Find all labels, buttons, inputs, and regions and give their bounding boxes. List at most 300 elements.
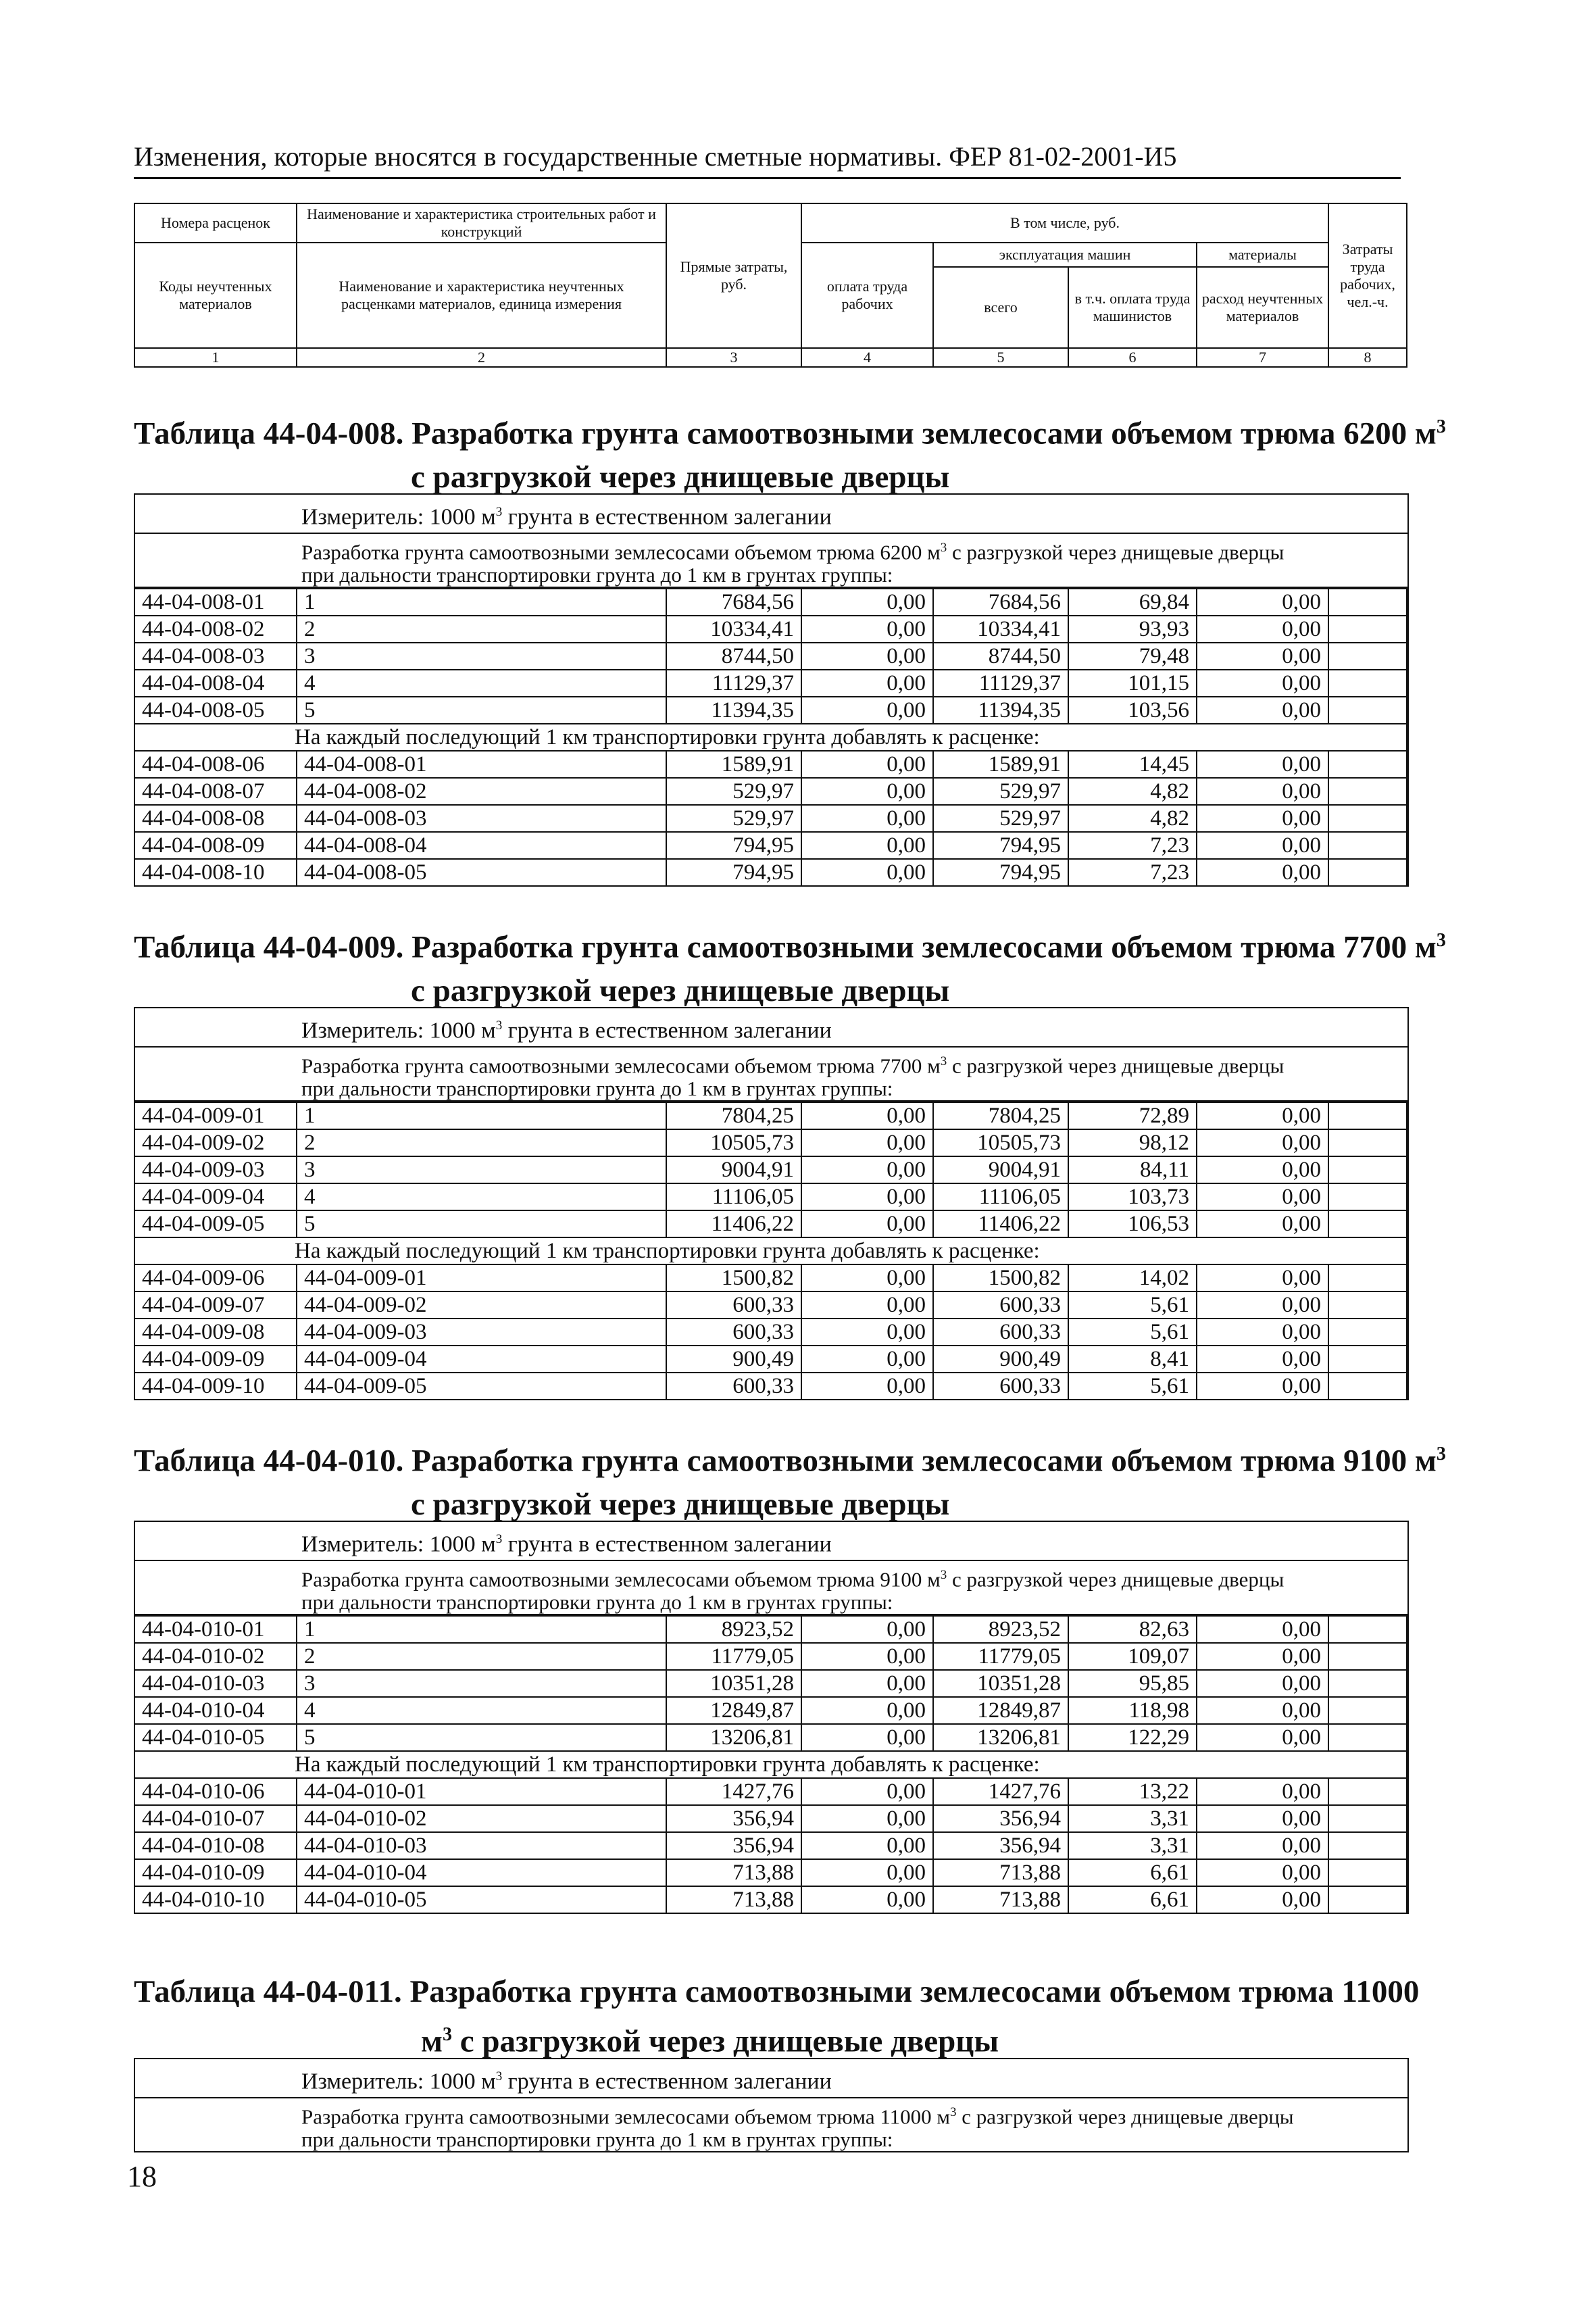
- table-row: [134, 1210, 1407, 1237]
- labor-hours: [1328, 643, 1407, 670]
- rate-name: 2: [297, 616, 666, 643]
- rate-name: 4: [297, 1697, 666, 1724]
- direct-costs: 356,94: [666, 1832, 801, 1859]
- table-row: [134, 1859, 1407, 1886]
- rate-code: 44-04-010-05: [134, 1724, 297, 1751]
- labor-pay: 0,00: [801, 1102, 933, 1129]
- direct-costs: 10505,73: [666, 1129, 801, 1156]
- table-row: [134, 1102, 1407, 1129]
- col3: Прямые затраты, руб.: [666, 203, 801, 348]
- col5: всего: [933, 267, 1068, 348]
- colnum-7: 7: [1197, 348, 1328, 367]
- labor-pay: 0,00: [801, 643, 933, 670]
- direct-costs: 1500,82: [666, 1264, 801, 1291]
- labor-hours: [1328, 778, 1407, 805]
- rate-name: 2: [297, 1129, 666, 1156]
- direct-costs: 7684,56: [666, 589, 801, 616]
- rate-code: 44-04-008-10: [134, 859, 297, 886]
- labor-pay: 0,00: [801, 1886, 933, 1913]
- rate-name: 44-04-009-01: [297, 1264, 666, 1291]
- table-row: [134, 1346, 1407, 1373]
- rate-name: 3: [297, 643, 666, 670]
- labor-hours: [1328, 1373, 1407, 1400]
- machines-total: 713,88: [933, 1859, 1068, 1886]
- machinist-pay: 5,61: [1068, 1291, 1197, 1319]
- rate-name: 44-04-009-04: [297, 1346, 666, 1373]
- rate-name: 44-04-009-05: [297, 1373, 666, 1400]
- labor-hours: [1328, 751, 1407, 778]
- rate-code: 44-04-009-04: [134, 1183, 297, 1210]
- machines-total: 10505,73: [933, 1129, 1068, 1156]
- machines-total: 1500,82: [933, 1264, 1068, 1291]
- description-row: Разработка грунта самоотвозными землесосами объемом трюма 6200 $м^3$ с разгрузкой через днищевые дверцы при дальности транспортировки грунта до 1 км в грунтах группы:: [135, 534, 1407, 588]
- machines-total: 529,97: [933, 778, 1068, 805]
- labor-hours: [1328, 1319, 1407, 1346]
- table-row: [134, 1643, 1407, 1670]
- materials: 0,00: [1197, 1156, 1328, 1183]
- rate-code: 44-04-009-06: [134, 1264, 297, 1291]
- measure-row: Измеритель: 1000 $м^3$ грунта в естественном залегании: [135, 1008, 1407, 1048]
- materials: 0,00: [1197, 1129, 1328, 1156]
- column-header-table: [134, 203, 1407, 368]
- machinist-pay: 4,82: [1068, 778, 1197, 805]
- machinist-pay: 72,89: [1068, 1102, 1197, 1129]
- labor-hours: [1328, 670, 1407, 697]
- machines-total: 713,88: [933, 1886, 1068, 1913]
- labor-pay: 0,00: [801, 616, 933, 643]
- rate-name: 1: [297, 1616, 666, 1643]
- measure-row: Измеритель: 1000 $м^3$ грунта в естественном залегании: [135, 1522, 1407, 1561]
- colnum-3: 3: [666, 348, 801, 367]
- materials: 0,00: [1197, 670, 1328, 697]
- labor-hours: [1328, 1886, 1407, 1913]
- labor-pay: 0,00: [801, 859, 933, 886]
- table-title: Таблица 44-04-010. Разработка грунта самоотвозными землесосами объемом трюма 9100 $м^3$ с разгрузкой через днищевые дверцы: [134, 1443, 1446, 1522]
- machines-total: 7804,25: [933, 1102, 1068, 1129]
- materials: 0,00: [1197, 1102, 1328, 1129]
- table-row: [134, 643, 1407, 670]
- labor-pay: 0,00: [801, 1832, 933, 1859]
- labor-hours: [1328, 1778, 1407, 1805]
- labor-hours: [1328, 1210, 1407, 1237]
- table-row: [134, 1886, 1407, 1913]
- rate-code: 44-04-010-04: [134, 1697, 297, 1724]
- rate-name: 44-04-010-01: [297, 1778, 666, 1805]
- rate-name: 44-04-008-01: [297, 751, 666, 778]
- materials: 0,00: [1197, 1210, 1328, 1237]
- labor-pay: 0,00: [801, 778, 933, 805]
- labor-hours: [1328, 1643, 1407, 1670]
- rate-rows: [134, 588, 1407, 887]
- machines-total: 12849,87: [933, 1697, 1068, 1724]
- materials: 0,00: [1197, 1670, 1328, 1697]
- labor-hours: [1328, 589, 1407, 616]
- labor-hours: [1328, 1129, 1407, 1156]
- labor-hours: [1328, 1291, 1407, 1319]
- machinist-pay: 101,15: [1068, 670, 1197, 697]
- rate-name: 44-04-008-05: [297, 859, 666, 886]
- labor-pay: 0,00: [801, 1643, 933, 1670]
- rate-code: 44-04-010-10: [134, 1886, 297, 1913]
- labor-pay: 0,00: [801, 697, 933, 724]
- table-row: [134, 832, 1407, 859]
- labor-hours: [1328, 1156, 1407, 1183]
- labor-pay: 0,00: [801, 805, 933, 832]
- rate-code: 44-04-008-01: [134, 589, 297, 616]
- rate-name: 4: [297, 1183, 666, 1210]
- machines-total: 11129,37: [933, 670, 1068, 697]
- machines-total: 356,94: [933, 1805, 1068, 1832]
- materials: 0,00: [1197, 1778, 1328, 1805]
- materials: 0,00: [1197, 697, 1328, 724]
- machinist-pay: 7,23: [1068, 832, 1197, 859]
- direct-costs: 794,95: [666, 832, 801, 859]
- labor-pay: 0,00: [801, 1183, 933, 1210]
- labor-hours: [1328, 1724, 1407, 1751]
- materials: 0,00: [1197, 1373, 1328, 1400]
- rate-name: 44-04-010-02: [297, 1805, 666, 1832]
- rate-name: 3: [297, 1670, 666, 1697]
- rate-name: 44-04-008-03: [297, 805, 666, 832]
- labor-pay: 0,00: [801, 1778, 933, 1805]
- rate-name: 44-04-009-02: [297, 1291, 666, 1319]
- materials: 0,00: [1197, 1183, 1328, 1210]
- labor-hours: [1328, 805, 1407, 832]
- rate-code: 44-04-010-03: [134, 1670, 297, 1697]
- table-row: [134, 1264, 1407, 1291]
- labor-pay: 0,00: [801, 589, 933, 616]
- labor-pay: 0,00: [801, 1724, 933, 1751]
- machines-total: 529,97: [933, 805, 1068, 832]
- subheading-row: На каждый последующий 1 км транспортировки грунта добавлять к расценке:: [134, 1237, 1407, 1264]
- col8: Затраты труда рабочих, чел.-ч.: [1328, 203, 1407, 348]
- materials: 0,00: [1197, 616, 1328, 643]
- description-row: Разработка грунта самоотвозными землесосами объемом трюма 9100 $м^3$ с разгрузкой через днищевые дверцы при дальности транспортировки грунта до 1 км в грунтах группы:: [135, 1561, 1407, 1615]
- table-row: [134, 1724, 1407, 1751]
- materials: 0,00: [1197, 643, 1328, 670]
- machines-total: 1589,91: [933, 751, 1068, 778]
- materials: 0,00: [1197, 1697, 1328, 1724]
- machines-total: 7684,56: [933, 589, 1068, 616]
- col2-bottom: Наименование и характеристика неучтенных расценками материалов, единица измерения: [297, 243, 666, 348]
- direct-costs: 600,33: [666, 1291, 801, 1319]
- materials: 0,00: [1197, 1616, 1328, 1643]
- materials: 0,00: [1197, 1886, 1328, 1913]
- labor-pay: 0,00: [801, 1346, 933, 1373]
- direct-costs: 600,33: [666, 1373, 801, 1400]
- materials: 0,00: [1197, 1643, 1328, 1670]
- machines-total: 600,33: [933, 1291, 1068, 1319]
- machinist-pay: 79,48: [1068, 643, 1197, 670]
- labor-hours: [1328, 1670, 1407, 1697]
- rate-name: 4: [297, 670, 666, 697]
- machines-total: 356,94: [933, 1832, 1068, 1859]
- labor-pay: 0,00: [801, 832, 933, 859]
- col1-bottom: Коды неучтенных материалов: [134, 243, 297, 348]
- labor-pay: 0,00: [801, 670, 933, 697]
- rate-table: [134, 1521, 1409, 1914]
- materials-header: материалы: [1197, 243, 1328, 267]
- table-row: [134, 805, 1407, 832]
- direct-costs: 1427,76: [666, 1778, 801, 1805]
- rate-code: 44-04-009-10: [134, 1373, 297, 1400]
- labor-hours: [1328, 1183, 1407, 1210]
- direct-costs: 713,88: [666, 1886, 801, 1913]
- description-row: Разработка грунта самоотвозными землесосами объемом трюма 11000 $м^3$ с разгрузкой через днищевые дверцы при дальности транспортировки грунта до 1 км в грунтах группы:: [301, 2104, 1294, 2152]
- direct-costs: 10334,41: [666, 616, 801, 643]
- table-row: [134, 670, 1407, 697]
- materials: 0,00: [1197, 1291, 1328, 1319]
- col2-top: Наименование и характеристика строительных работ и конструкций: [297, 203, 666, 243]
- machinist-pay: 106,53: [1068, 1210, 1197, 1237]
- rate-name: 1: [297, 589, 666, 616]
- direct-costs: 900,49: [666, 1346, 801, 1373]
- rate-code: 44-04-010-06: [134, 1778, 297, 1805]
- labor-hours: [1328, 1832, 1407, 1859]
- machinist-pay: 3,31: [1068, 1805, 1197, 1832]
- labor-pay: 0,00: [801, 1264, 933, 1291]
- table-row: [134, 616, 1407, 643]
- rate-code: 44-04-009-07: [134, 1291, 297, 1319]
- rate-code: 44-04-009-03: [134, 1156, 297, 1183]
- rate-rows: [134, 1102, 1407, 1400]
- labor-hours: [1328, 1697, 1407, 1724]
- table4-block: [134, 2058, 1409, 2152]
- rate-name: 44-04-008-02: [297, 778, 666, 805]
- colnum-8: 8: [1328, 348, 1407, 367]
- machines-total: 794,95: [933, 832, 1068, 859]
- direct-costs: 11129,37: [666, 670, 801, 697]
- rate-code: 44-04-008-03: [134, 643, 297, 670]
- labor-hours: [1328, 697, 1407, 724]
- materials: 0,00: [1197, 1319, 1328, 1346]
- machines-total: 11406,22: [933, 1210, 1068, 1237]
- materials: 0,00: [1197, 778, 1328, 805]
- machinist-pay: 14,45: [1068, 751, 1197, 778]
- rate-table: [134, 493, 1409, 887]
- rate-name: 44-04-010-03: [297, 1832, 666, 1859]
- table-row: [134, 751, 1407, 778]
- machinist-pay: 5,61: [1068, 1319, 1197, 1346]
- machines-total: 11106,05: [933, 1183, 1068, 1210]
- table-row: [134, 1319, 1407, 1346]
- colnum-4: 4: [801, 348, 933, 367]
- machinist-pay: 4,82: [1068, 805, 1197, 832]
- rate-name: 5: [297, 1210, 666, 1237]
- labor-hours: [1328, 616, 1407, 643]
- rate-name: 44-04-008-04: [297, 832, 666, 859]
- rate-name: 44-04-010-04: [297, 1859, 666, 1886]
- table-title-044-011: Таблица 44-04-011. Разработка грунта самоотвозными землесосами объемом трюма 11000 $м^3$ с разгрузкой через днищевые дверцы: [134, 1974, 1420, 2059]
- table-title: Таблица 44-04-008. Разработка грунта самоотвозными землесосами объемом трюма 6200 $м^3$ с разгрузкой через днищевые дверцы: [134, 416, 1446, 495]
- labor-pay: 0,00: [801, 1373, 933, 1400]
- labor-hours: [1328, 832, 1407, 859]
- materials: 0,00: [1197, 1724, 1328, 1751]
- machinist-pay: 95,85: [1068, 1670, 1197, 1697]
- labor-pay: 0,00: [801, 751, 933, 778]
- table-row: [134, 1832, 1407, 1859]
- machinist-pay: 103,56: [1068, 697, 1197, 724]
- rate-code: 44-04-009-02: [134, 1129, 297, 1156]
- rate-code: 44-04-008-06: [134, 751, 297, 778]
- table-row: [134, 589, 1407, 616]
- rate-code: 44-04-008-08: [134, 805, 297, 832]
- materials: 0,00: [1197, 859, 1328, 886]
- machines-total: 600,33: [933, 1319, 1068, 1346]
- direct-costs: 713,88: [666, 1859, 801, 1886]
- page-number: 18: [127, 2160, 157, 2193]
- table-title: Таблица 44-04-009. Разработка грунта самоотвозными землесосами объемом трюма 7700 $м^3$ с разгрузкой через днищевые дверцы: [134, 929, 1446, 1008]
- machines-total: 10351,28: [933, 1670, 1068, 1697]
- table-row: [134, 859, 1407, 886]
- table-row: [134, 778, 1407, 805]
- rate-table: [134, 1007, 1409, 1400]
- running-header: Изменения, которые вносятся в государственные сметные нормативы. ФЕР 81-02-2001-И5: [134, 141, 1177, 172]
- rate-code: 44-04-008-09: [134, 832, 297, 859]
- rate-code: 44-04-010-07: [134, 1805, 297, 1832]
- machinist-pay: 98,12: [1068, 1129, 1197, 1156]
- table-row: [134, 1778, 1407, 1805]
- machines-total: 11779,05: [933, 1643, 1068, 1670]
- labor-hours: [1328, 1616, 1407, 1643]
- labor-pay: 0,00: [801, 1670, 933, 1697]
- machines-total: 1427,76: [933, 1778, 1068, 1805]
- machines-total: 794,95: [933, 859, 1068, 886]
- machinist-pay: 6,61: [1068, 1886, 1197, 1913]
- materials: 0,00: [1197, 832, 1328, 859]
- direct-costs: 11394,35: [666, 697, 801, 724]
- direct-costs: 8744,50: [666, 643, 801, 670]
- labor-pay: 0,00: [801, 1319, 933, 1346]
- materials: 0,00: [1197, 751, 1328, 778]
- colnum-5: 5: [933, 348, 1068, 367]
- direct-costs: 529,97: [666, 805, 801, 832]
- machinist-pay: 14,02: [1068, 1264, 1197, 1291]
- materials: 0,00: [1197, 1859, 1328, 1886]
- machinist-pay: 7,23: [1068, 859, 1197, 886]
- machines-total: 10334,41: [933, 616, 1068, 643]
- rate-code: 44-04-009-08: [134, 1319, 297, 1346]
- direct-costs: 600,33: [666, 1319, 801, 1346]
- colnum-2: 2: [297, 348, 666, 367]
- direct-costs: 10351,28: [666, 1670, 801, 1697]
- rate-code: 44-04-009-05: [134, 1210, 297, 1237]
- materials: 0,00: [1197, 1832, 1328, 1859]
- direct-costs: 12849,87: [666, 1697, 801, 1724]
- machines-total: 600,33: [933, 1373, 1068, 1400]
- machinist-pay: 5,61: [1068, 1373, 1197, 1400]
- labor-pay: 0,00: [801, 1697, 933, 1724]
- header-rule: [134, 177, 1401, 179]
- labor-pay: 0,00: [801, 1291, 933, 1319]
- rate-code: 44-04-010-09: [134, 1859, 297, 1886]
- machines-total: 13206,81: [933, 1724, 1068, 1751]
- machinist-pay: 93,93: [1068, 616, 1197, 643]
- materials: 0,00: [1197, 1346, 1328, 1373]
- group-header: В том числе, руб.: [801, 203, 1328, 243]
- direct-costs: 11106,05: [666, 1183, 801, 1210]
- table-row: [134, 1616, 1407, 1643]
- labor-pay: 0,00: [801, 1210, 933, 1237]
- machines-total: 900,49: [933, 1346, 1068, 1373]
- direct-costs: 794,95: [666, 859, 801, 886]
- machines-total: 9004,91: [933, 1156, 1068, 1183]
- table-row: [134, 1697, 1407, 1724]
- table-row: [134, 1670, 1407, 1697]
- machinist-pay: 103,73: [1068, 1183, 1197, 1210]
- col6: в т.ч. оплата труда машинистов: [1068, 267, 1197, 348]
- colnum-6: 6: [1068, 348, 1197, 367]
- rate-code: 44-04-009-09: [134, 1346, 297, 1373]
- colnum-1: 1: [134, 348, 297, 367]
- machinist-pay: 8,41: [1068, 1346, 1197, 1373]
- rate-code: 44-04-010-02: [134, 1643, 297, 1670]
- machines-header: эксплуатация машин: [933, 243, 1197, 267]
- direct-costs: 11779,05: [666, 1643, 801, 1670]
- rate-name: 2: [297, 1643, 666, 1670]
- measure-row: Измеритель: 1000 $м^3$ грунта в естественном залегании: [135, 2059, 1407, 2098]
- rate-rows: [134, 1615, 1407, 1914]
- labor-pay: 0,00: [801, 1859, 933, 1886]
- labor-pay: 0,00: [801, 1129, 933, 1156]
- subheading-row: На каждый последующий 1 км транспортировки грунта добавлять к расценке:: [134, 724, 1407, 751]
- table-row: [134, 1129, 1407, 1156]
- machinist-pay: 69,84: [1068, 589, 1197, 616]
- measure-row: Измеритель: 1000 $м^3$ грунта в естественном залегании: [135, 495, 1407, 534]
- direct-costs: 13206,81: [666, 1724, 801, 1751]
- rate-code: 44-04-010-01: [134, 1616, 297, 1643]
- rate-code: 44-04-009-01: [134, 1102, 297, 1129]
- machinist-pay: 3,31: [1068, 1832, 1197, 1859]
- labor-hours: [1328, 1102, 1407, 1129]
- materials: 0,00: [1197, 805, 1328, 832]
- materials: 0,00: [1197, 1805, 1328, 1832]
- machines-total: 8744,50: [933, 643, 1068, 670]
- direct-costs: 1589,91: [666, 751, 801, 778]
- rate-name: 3: [297, 1156, 666, 1183]
- machinist-pay: 122,29: [1068, 1724, 1197, 1751]
- machines-total: 11394,35: [933, 697, 1068, 724]
- labor-hours: [1328, 1264, 1407, 1291]
- rate-code: 44-04-008-04: [134, 670, 297, 697]
- direct-costs: 11406,22: [666, 1210, 801, 1237]
- rate-code: 44-04-008-07: [134, 778, 297, 805]
- direct-costs: 356,94: [666, 1805, 801, 1832]
- machinist-pay: 118,98: [1068, 1697, 1197, 1724]
- machinist-pay: 82,63: [1068, 1616, 1197, 1643]
- rate-name: 44-04-009-03: [297, 1319, 666, 1346]
- rate-name: 5: [297, 697, 666, 724]
- table-row: [134, 1291, 1407, 1319]
- machinist-pay: 84,11: [1068, 1156, 1197, 1183]
- machinist-pay: 6,61: [1068, 1859, 1197, 1886]
- table-row: [134, 1183, 1407, 1210]
- rate-name: 44-04-010-05: [297, 1886, 666, 1913]
- rate-code: 44-04-010-08: [134, 1832, 297, 1859]
- table-row: [134, 1805, 1407, 1832]
- table-row: [134, 1373, 1407, 1400]
- direct-costs: 8923,52: [666, 1616, 801, 1643]
- labor-pay: 0,00: [801, 1805, 933, 1832]
- machinist-pay: 109,07: [1068, 1643, 1197, 1670]
- rate-name: 1: [297, 1102, 666, 1129]
- labor-hours: [1328, 859, 1407, 886]
- col7: расход неучтенных материалов: [1197, 267, 1328, 348]
- rate-code: 44-04-008-05: [134, 697, 297, 724]
- labor-hours: [1328, 1346, 1407, 1373]
- direct-costs: 7804,25: [666, 1102, 801, 1129]
- rate-code: 44-04-008-02: [134, 616, 297, 643]
